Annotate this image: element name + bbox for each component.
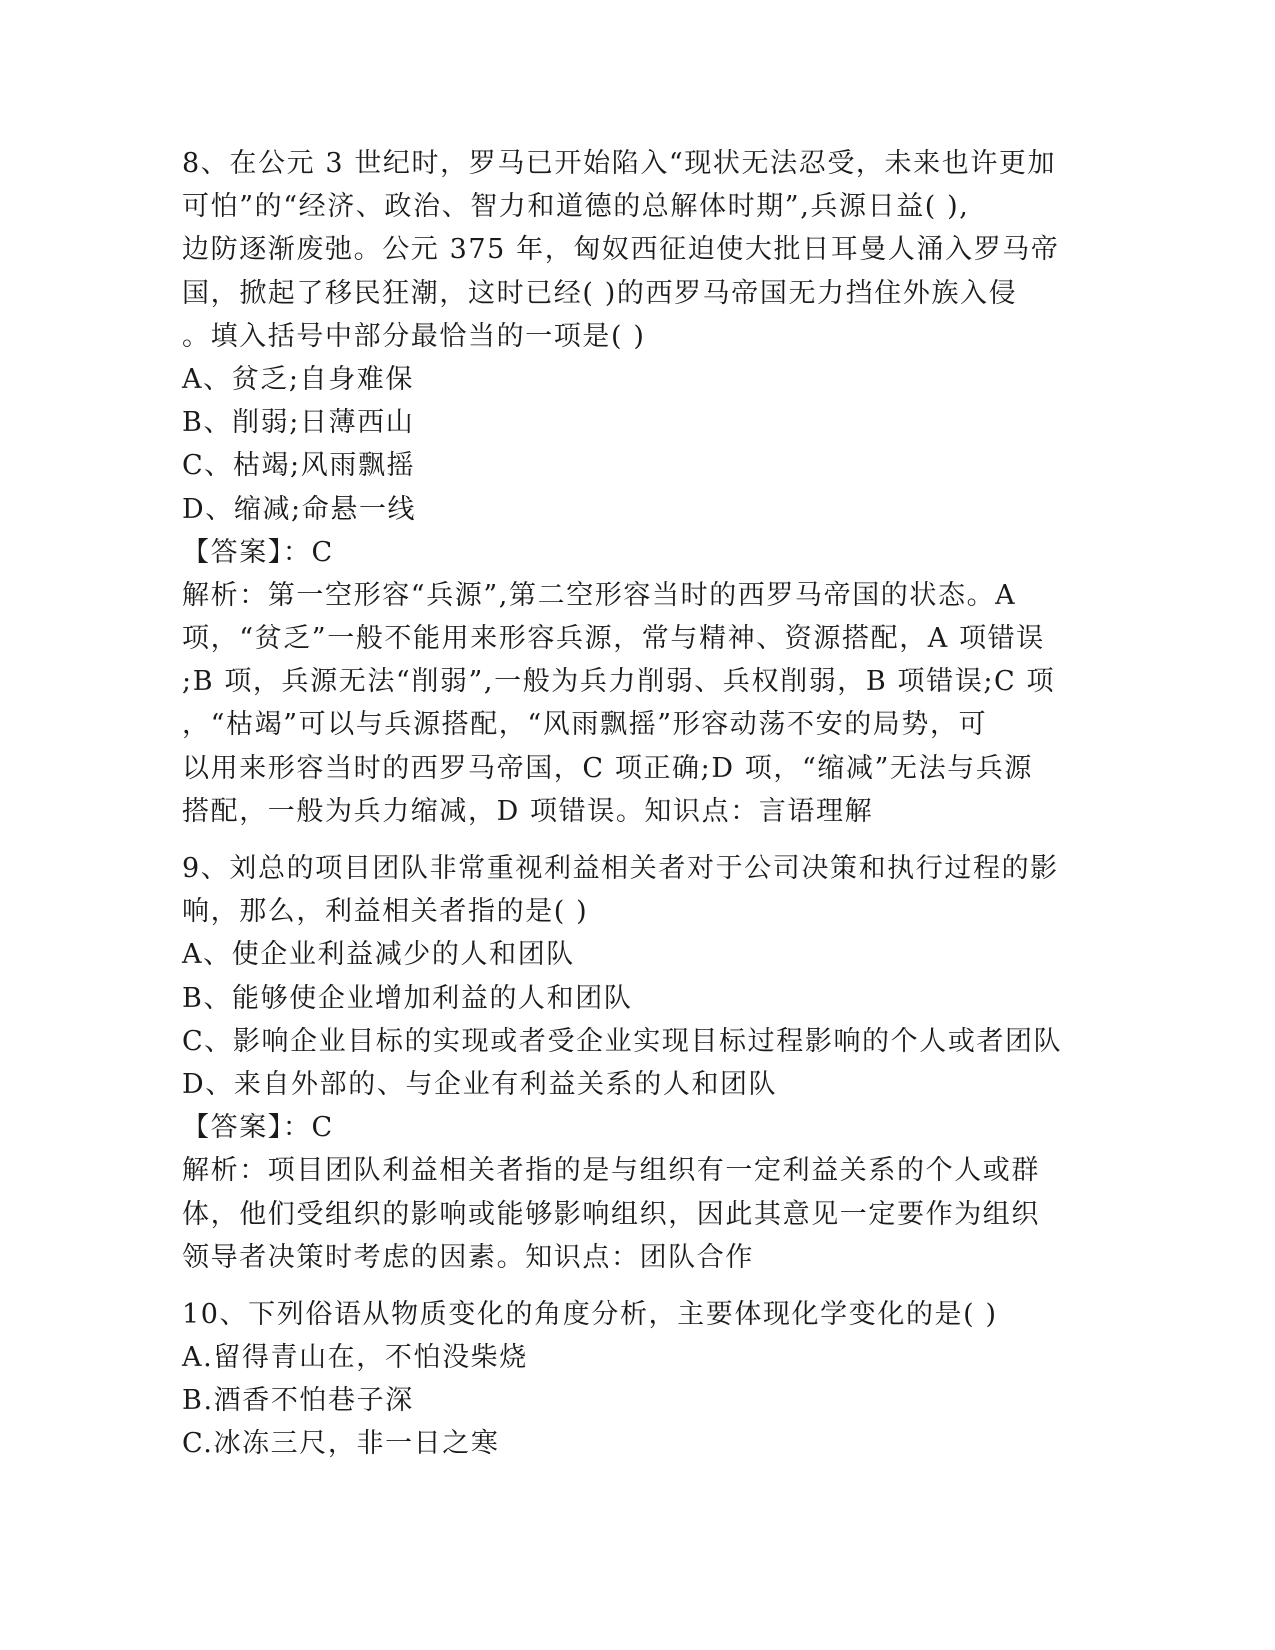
- question-9-option-a: A、使企业利益减少的人和团队: [182, 939, 575, 971]
- document-content: [182, 142, 1062, 1466]
- question-8-analysis-line: 项，“贫乏”一般不能用来形容兵源，常与精神、资源搭配，A 项错误: [182, 623, 1045, 655]
- question-8-stem-line: 国，掀起了移民狂潮，这时已经( )的西罗马帝国无力挡住外族入侵: [182, 277, 1018, 309]
- question-8-stem-line: 8、在公元 3 世纪时，罗马已开始陷入“现状无法忍受，未来也许更加: [182, 148, 1057, 179]
- question-8-analysis-line: ，“枯竭”可以与兵源搭配，“风雨飘摇”形容动荡不安的局势，可: [182, 709, 988, 741]
- question-8-option-b: B、削弱;日薄西山: [182, 407, 415, 439]
- question-10: [182, 1293, 1062, 1466]
- question-spacer: [182, 833, 1062, 847]
- question-8-analysis-line: 搭配，一般为兵力缩减，D 项错误。知识点：言语理解: [182, 795, 874, 827]
- question-9-analysis-line: 体，他们受组织的影响或能够影响组织，因此其意见一定要作为组织: [182, 1198, 1040, 1230]
- question-9-option-c: C、影响企业目标的实现或者受企业实现目标过程影响的个人或者团队: [182, 1025, 1063, 1057]
- question-9-option-b: B、能够使企业增加利益的人和团队: [182, 982, 633, 1014]
- question-9-option-d: D、来自外部的、与企业有利益关系的人和团队: [182, 1068, 778, 1100]
- question-10-option-b: B.酒香不怕巷子深: [182, 1385, 414, 1417]
- question-spacer: [182, 1279, 1062, 1293]
- question-8-analysis-line: 以用来形容当时的西罗马帝国，C 项正确;D 项，“缩减”无法与兵源: [182, 752, 1033, 784]
- question-8-option-c: C、枯竭;风雨飘摇: [182, 450, 416, 482]
- question-8-option-a: A、贫乏;自身难保: [182, 363, 414, 395]
- question-8-option-d: D、缩减;命悬一线: [182, 493, 417, 525]
- question-10-option-c: C.冰冻三尺，非一日之寒: [182, 1428, 500, 1460]
- question-8: [182, 142, 1062, 833]
- question-8-stem-line: 边防逐渐废弛。公元 375 年，匈奴西征迫使大批日耳曼人涌入罗马帝: [182, 234, 1060, 266]
- question-9-analysis-line: 领导者决策时考虑的因素。知识点：团队合作: [182, 1241, 754, 1273]
- question-10-option-a: A.留得青山在，不怕没柴烧: [182, 1342, 528, 1374]
- question-8-answer: 【答案】：C: [182, 536, 334, 568]
- question-9-answer: 【答案】：C: [182, 1112, 334, 1144]
- question-8-stem-line: 可怕”的“经济、政治、智力和道德的总解体时期”,兵源日益( ),: [182, 191, 970, 223]
- question-10-stem-line: 10、下列俗语从物质变化的角度分析，主要体现化学变化的是( ): [182, 1298, 998, 1330]
- question-9-analysis-line: 解析：项目团队利益相关者指的是与组织有一定利益关系的个人或群: [182, 1155, 1040, 1187]
- question-9-stem-line: 响，那么，利益相关者指的是( ): [182, 896, 589, 928]
- question-9-stem-line: 9、刘总的项目团队非常重视利益相关者对于公司决策和执行过程的影: [182, 853, 1059, 884]
- question-8-analysis-line: 解析：第一空形容“兵源”,第二空形容当时的西罗马帝国的状态。A: [182, 579, 1017, 611]
- question-9: [182, 847, 1062, 1279]
- question-8-analysis-line: ;B 项，兵源无法“削弱”,一般为兵力削弱、兵权削弱，B 项错误;C 项: [182, 666, 1056, 698]
- question-8-stem-line: 。填入括号中部分最恰当的一项是( ): [182, 320, 646, 352]
